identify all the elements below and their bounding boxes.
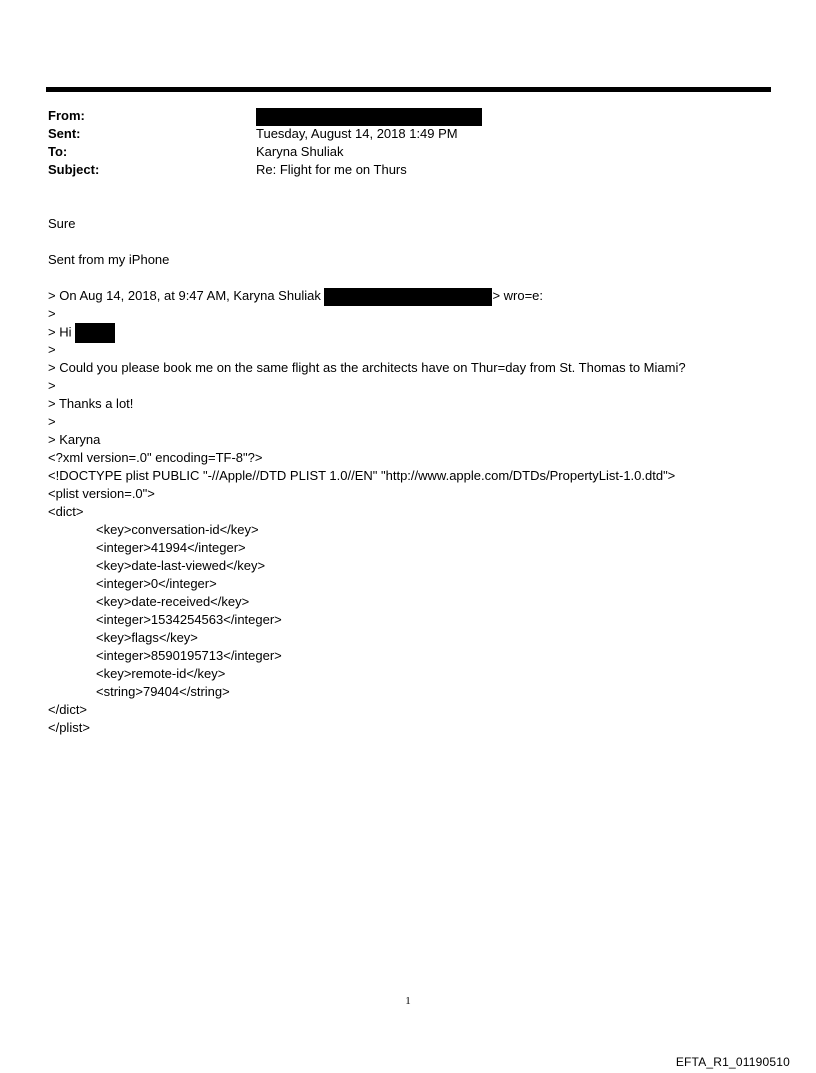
plist-open-tag: <plist version=.0"> — [48, 486, 155, 501]
dict-close-tag: </dict> — [48, 702, 88, 717]
plist-entry: <integer>1534254563</integer> — [96, 612, 282, 627]
quote-greeting-line — [48, 323, 115, 341]
quote-intro-before: > On Aug 14, 2018, at 9:47 AM, Karyna Shuliak — [48, 288, 325, 303]
signature-text: Sent from my iPhone — [48, 252, 170, 267]
quote-blank-line: > — [48, 306, 56, 321]
from-value — [256, 107, 482, 126]
plist-entry: <integer>41994</integer> — [96, 540, 246, 555]
plist-entry: <key>remote-id</key> — [96, 666, 226, 681]
from-row — [48, 107, 748, 125]
redaction-block — [256, 108, 482, 126]
quote-intro-line — [48, 287, 543, 305]
quote-name-line: > Karyna — [48, 432, 101, 447]
to-row — [48, 143, 748, 161]
header-rule — [46, 87, 771, 92]
plist-entry: <key>date-last-viewed</key> — [96, 558, 266, 573]
quote-thanks-line: > Thanks a lot! — [48, 396, 134, 411]
plist-close-tag: </plist> — [48, 720, 90, 735]
to-value: Karyna Shuliak — [256, 144, 344, 159]
sent-value: Tuesday, August 14, 2018 1:49 PM — [256, 126, 458, 141]
subject-value: Re: Flight for me on Thurs — [256, 162, 407, 177]
redaction-block — [324, 288, 492, 306]
quote-blank-line: > — [48, 342, 56, 357]
quote-blank-line: > — [48, 378, 56, 393]
plist-doctype: <!DOCTYPE plist PUBLIC "-//Apple//DTD PLIST 1.0//EN" "http://www.apple.com/DTDs/PropertyList-1.0.dtd"> — [48, 468, 676, 483]
redaction-block — [75, 323, 115, 343]
dict-open-tag: <dict> — [48, 504, 84, 519]
document-id: EFTA_R1_01190510 — [675, 1055, 790, 1069]
plist-entry: <integer>0</integer> — [96, 576, 217, 591]
sent-row — [48, 125, 748, 143]
plist-entry: <key>date-received</key> — [96, 594, 250, 609]
reply-text: Sure — [48, 216, 76, 231]
plist-entry: <key>flags</key> — [96, 630, 198, 645]
plist-entry: <integer>8590195713</integer> — [96, 648, 282, 663]
quote-request-line: > Could you please book me on the same flight as the architects have on Thur=day from St. Thomas to Miami? — [48, 360, 686, 375]
from-label: From: — [48, 108, 85, 123]
page-number: 1 — [405, 995, 411, 1007]
subject-label: Subject: — [48, 162, 100, 177]
xml-declaration: <?xml version=.0" encoding=TF-8"?> — [48, 450, 263, 465]
quote-intro-after: > wro=e: — [492, 288, 544, 303]
to-label: To: — [48, 144, 68, 159]
quote-greeting: > Hi — [48, 324, 76, 340]
quote-blank-line: > — [48, 414, 56, 429]
plist-entry: <key>conversation-id</key> — [96, 522, 259, 537]
subject-row — [48, 161, 748, 179]
plist-entry: <string>79404</string> — [96, 684, 230, 699]
sent-label: Sent: — [48, 126, 81, 141]
